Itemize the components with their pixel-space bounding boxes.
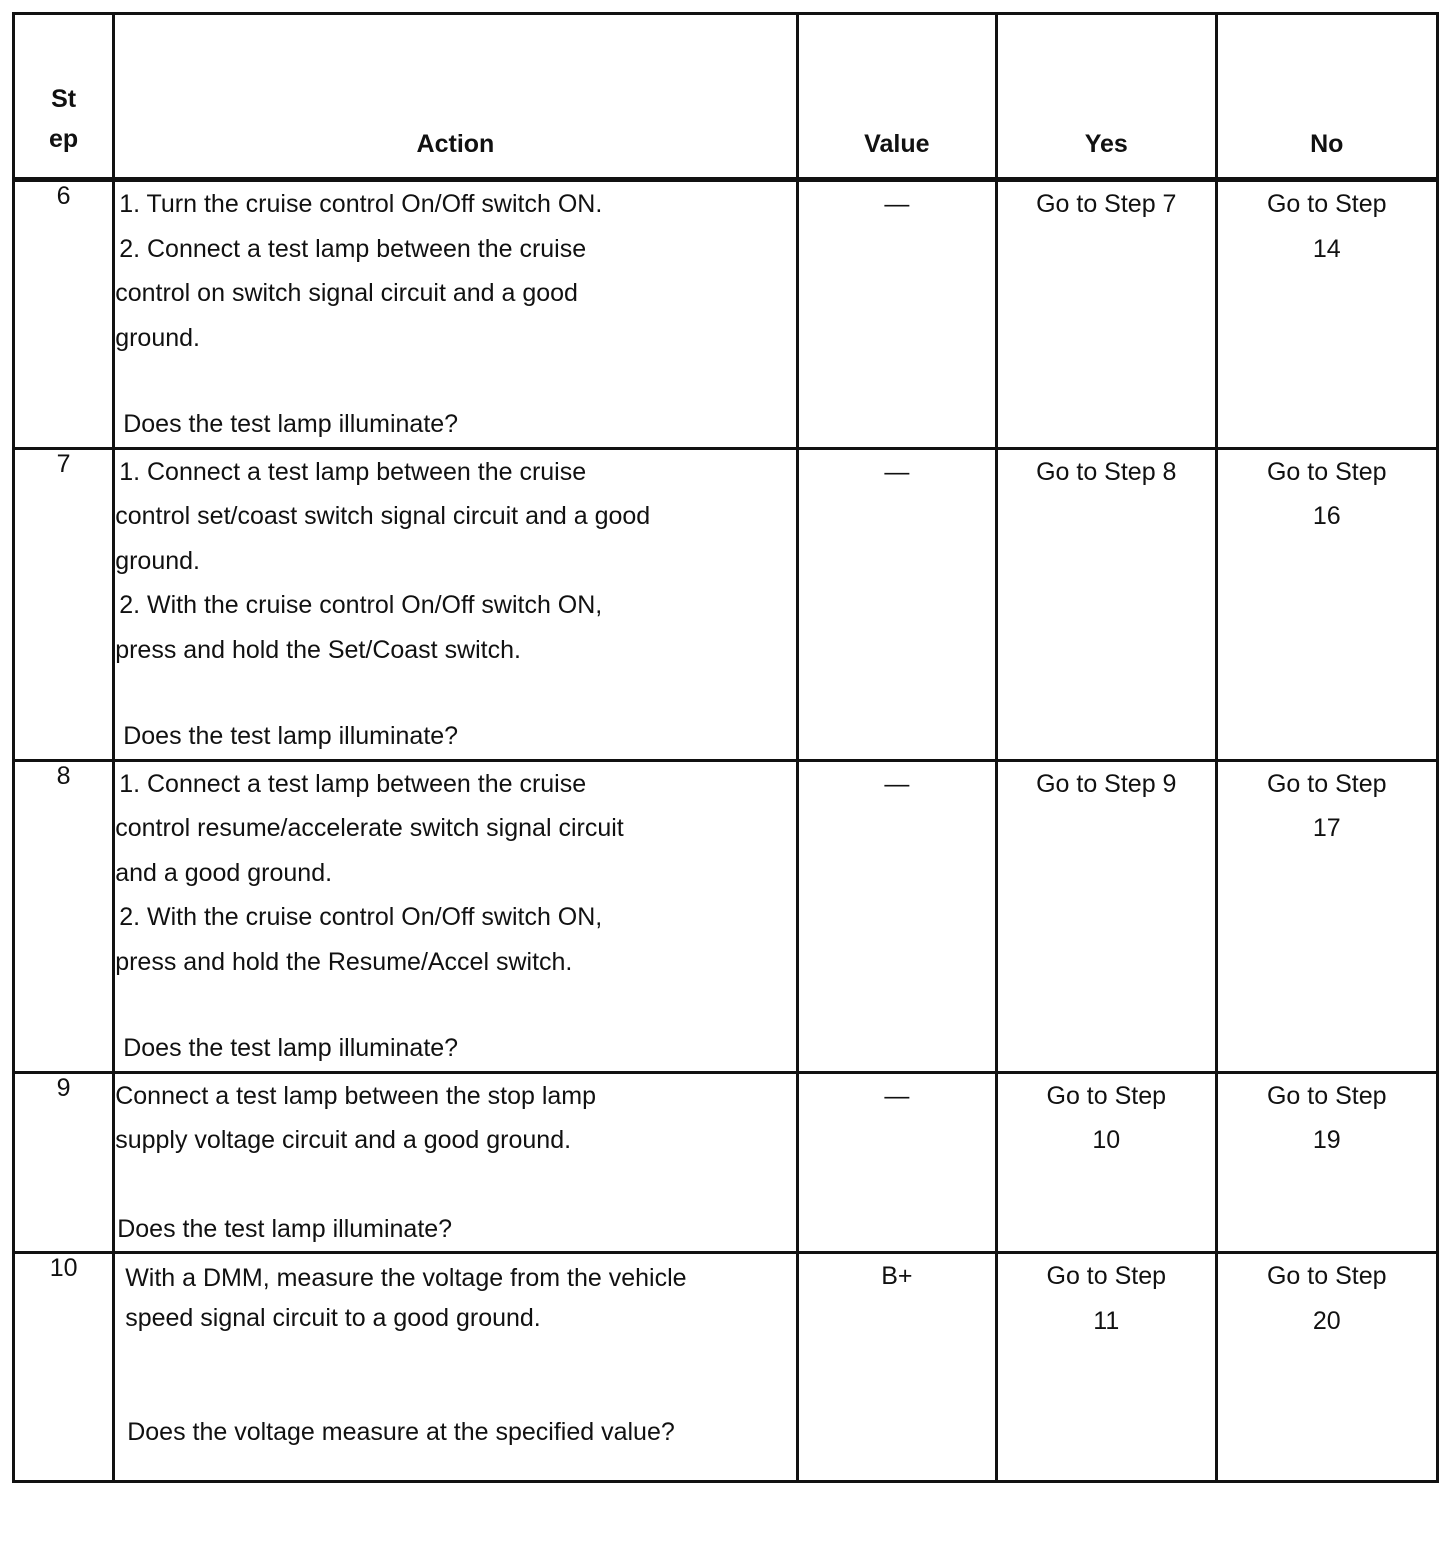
table-row bbox=[14, 1072, 1438, 1253]
table-row bbox=[14, 180, 1438, 449]
action-line: control set/coast switch signal circuit and a good bbox=[115, 502, 651, 530]
value-cell: — bbox=[797, 180, 996, 449]
value-cell: — bbox=[797, 1072, 996, 1253]
action-line: With a DMM, measure the voltage from the vehicle bbox=[125, 1264, 687, 1292]
action-line: 1. Connect a test lamp between the cruise bbox=[119, 769, 587, 798]
header-no: No bbox=[1216, 14, 1438, 180]
header-value: Value bbox=[797, 14, 996, 180]
value-cell: — bbox=[797, 760, 996, 1072]
yes-cell: Go to Step 9 bbox=[997, 760, 1216, 1072]
header-step bbox=[14, 14, 114, 180]
header-action: Action bbox=[114, 14, 797, 180]
no-line: 16 bbox=[1312, 502, 1341, 530]
no-line: Go to Step bbox=[1266, 1262, 1387, 1290]
no-cell bbox=[1216, 180, 1438, 449]
yes-line: 11 bbox=[1093, 1306, 1120, 1335]
action-cell bbox=[114, 1253, 797, 1482]
action-line: 1. Connect a test lamp between the cruise bbox=[119, 457, 587, 486]
action-line: 1. Turn the cruise control On/Off switch ON. bbox=[119, 190, 603, 218]
step-number: 8 bbox=[14, 760, 114, 1072]
action-line: ground. bbox=[115, 546, 200, 575]
step-number: 6 bbox=[14, 180, 114, 449]
no-line: 19 bbox=[1312, 1126, 1341, 1154]
action-question: Does the test lamp illuminate? bbox=[123, 1034, 459, 1062]
no-line: Go to Step bbox=[1266, 1081, 1387, 1110]
yes-cell: Go to Step 7 bbox=[997, 180, 1216, 449]
spacer bbox=[125, 1338, 795, 1412]
yes-cell: Go to Step 8 bbox=[997, 448, 1216, 760]
action-line: ground. bbox=[115, 323, 200, 352]
action-question: Does the test lamp illuminate? bbox=[117, 1214, 453, 1243]
action-line: press and hold the Set/Coast switch. bbox=[115, 635, 521, 664]
no-line: Go to Step bbox=[1266, 769, 1387, 798]
no-line: 14 bbox=[1312, 234, 1341, 263]
yes-line: Go to Step bbox=[1046, 1262, 1167, 1290]
action-cell bbox=[114, 760, 797, 1072]
header-row bbox=[14, 14, 1438, 180]
header-step-line2: ep bbox=[49, 125, 79, 153]
no-line: 17 bbox=[1312, 814, 1341, 842]
yes-line: Go to Step bbox=[1046, 1081, 1167, 1110]
action-cell bbox=[114, 1072, 797, 1253]
action-question: Does the test lamp illuminate? bbox=[123, 722, 459, 750]
value-cell: — bbox=[797, 448, 996, 760]
table-row bbox=[14, 760, 1438, 1072]
table-row bbox=[14, 1253, 1438, 1482]
action-cell bbox=[114, 180, 797, 449]
action-cell bbox=[114, 448, 797, 760]
value-cell: B+ bbox=[797, 1253, 996, 1482]
no-cell bbox=[1216, 448, 1438, 760]
step-number: 10 bbox=[14, 1253, 114, 1482]
no-cell bbox=[1216, 760, 1438, 1072]
action-line: control on switch signal circuit and a good bbox=[115, 279, 578, 307]
action-line: control resume/accelerate switch signal circuit bbox=[115, 814, 624, 842]
action-line: supply voltage circuit and a good ground. bbox=[115, 1126, 572, 1154]
yes-cell bbox=[997, 1253, 1216, 1482]
diagnostic-table bbox=[12, 12, 1439, 1483]
action-question: Does the voltage measure at the specified value? bbox=[127, 1418, 675, 1446]
action-line: 2. Connect a test lamp between the cruise bbox=[119, 234, 587, 263]
yes-line: 10 bbox=[1092, 1126, 1121, 1154]
no-cell bbox=[1216, 1253, 1438, 1482]
action-line: speed signal circuit to a good ground. bbox=[125, 1304, 541, 1332]
action-line: Connect a test lamp between the stop lamp bbox=[115, 1081, 597, 1110]
action-line: press and hold the Resume/Accel switch. bbox=[115, 947, 573, 976]
no-line: Go to Step bbox=[1266, 190, 1387, 218]
step-number: 7 bbox=[14, 448, 114, 760]
action-line: and a good ground. bbox=[115, 858, 333, 887]
action-line: 2. With the cruise control On/Off switch ON, bbox=[119, 591, 603, 619]
no-cell bbox=[1216, 1072, 1438, 1253]
step-number: 9 bbox=[14, 1072, 114, 1253]
action-line: 2. With the cruise control On/Off switch ON, bbox=[119, 903, 603, 931]
no-line: 20 bbox=[1312, 1306, 1341, 1335]
header-yes: Yes bbox=[997, 14, 1216, 180]
action-question: Does the test lamp illuminate? bbox=[123, 410, 459, 438]
yes-cell bbox=[997, 1072, 1216, 1253]
no-line: Go to Step bbox=[1266, 457, 1387, 486]
header-step-line1: St bbox=[51, 85, 77, 113]
table-row bbox=[14, 448, 1438, 760]
